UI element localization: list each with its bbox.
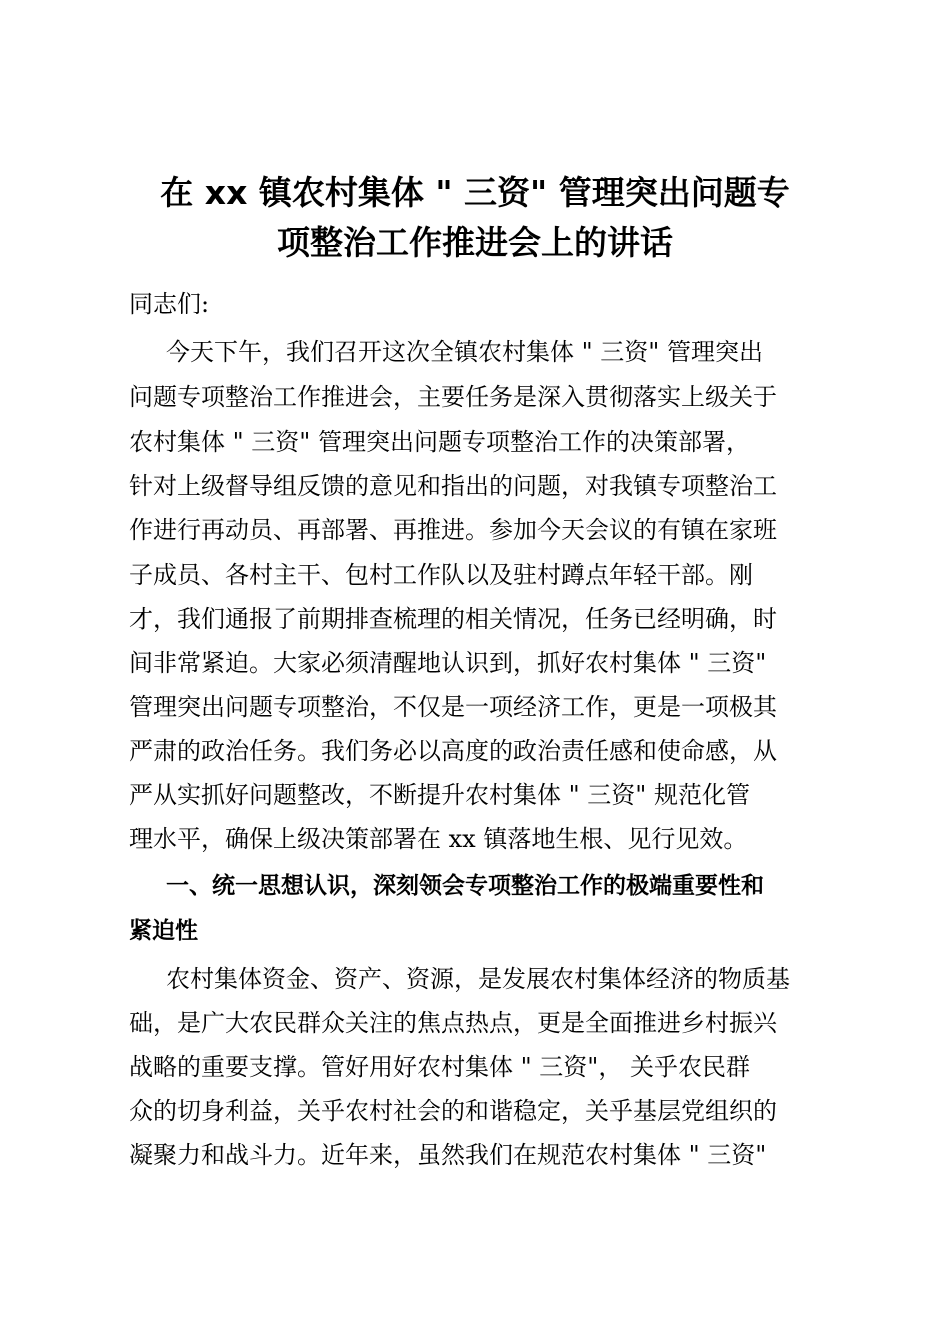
section-heading-line: 一、统一思想认识，深刻领会专项整治工作的极端重要性和: [166, 873, 764, 899]
paragraph-line: 众的切身利益，关乎农村社会的和谐稳定，关乎基层党组织的: [129, 1097, 777, 1125]
title-line: 在 xx 镇农村集体 " 三资" 管理突出问题专: [160, 173, 790, 212]
paragraph-line: 针对上级督导组反馈的意见和指出的问题，对我镇专项整治工: [129, 472, 777, 500]
paragraph-line: 凝聚力和战斗力。近年来，虽然我们在规范农村集体 " 三资": [129, 1141, 767, 1169]
paragraph-line: 今天下午，我们召开这次全镇农村集体 " 三资" 管理突出: [166, 338, 763, 366]
paragraph-line: 农村集体资金、资产、资源，是发展农村集体经济的物质基: [166, 965, 790, 993]
title-line: 项整治工作推进会上的讲话: [277, 223, 673, 262]
paragraph-line: 问题专项整治工作推进会，主要任务是深入贯彻落实上级关于: [129, 383, 777, 411]
section-heading-line: 紧迫性: [129, 918, 198, 944]
paragraph-line: 才，我们通报了前期排查梳理的相关情况，任务已经明确，时: [129, 605, 777, 633]
paragraph-line: 作进行再动员、再部署、再推进。参加今天会议的有镇在家班: [129, 516, 777, 544]
paragraph-line: 管理突出问题专项整治，不仅是一项经济工作，更是一项极其: [129, 693, 777, 721]
paragraph-line: 础，是广大农民群众关注的焦点热点，更是全面推进乡村振兴: [129, 1009, 777, 1037]
document-title: [100, 168, 850, 268]
paragraph-line: 战略的重要支撑。管好用好农村集体 " 三资"， 关乎农民群: [129, 1053, 750, 1081]
paragraph-line: 理水平，确保上级决策部署在 xx 镇落地生根、见行见效。: [129, 825, 748, 853]
paragraph-line: 农村集体 " 三资" 管理突出问题专项整治工作的决策部署，: [129, 428, 750, 456]
salutation: 同志们:: [129, 290, 210, 318]
paragraph-line: 严从实抓好问题整改，不断提升农村集体 " 三资" 规范化管: [129, 781, 750, 809]
paragraph-line: 子成员、各村主干、包村工作队以及驻村蹲点年轻干部。刚: [129, 561, 753, 589]
paragraph-line: 间非常紧迫。大家必须清醒地认识到，抓好农村集体 " 三资": [129, 649, 767, 677]
paragraph-line: 严肃的政治任务。我们务必以高度的政治责任感和使命感，从: [129, 737, 777, 765]
